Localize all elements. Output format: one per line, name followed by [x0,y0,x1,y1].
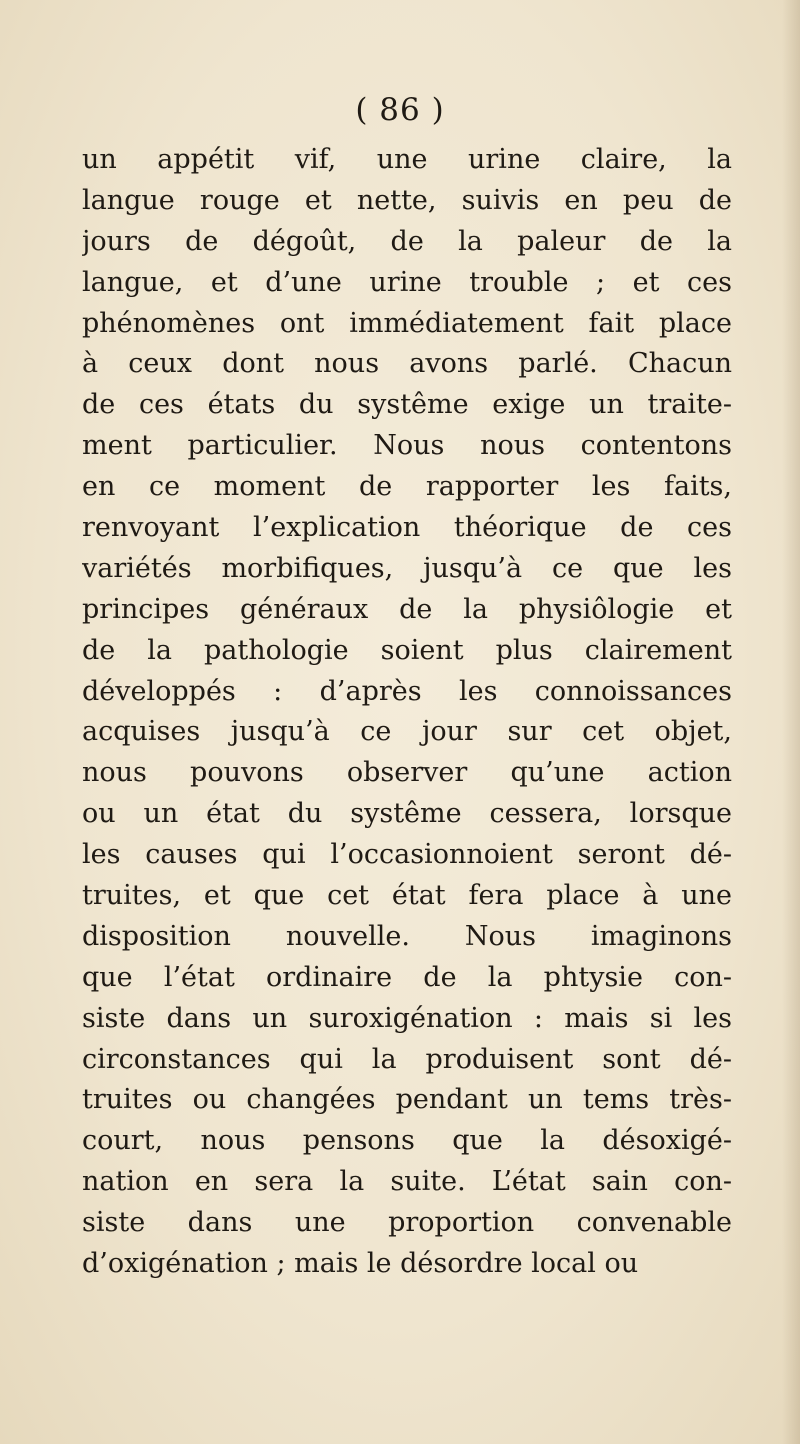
text-line: circonstances qui la produisent sont dé- [82,1043,732,1075]
text-line: jours de dégoût, de la paleur de la [82,225,732,257]
text-line: renvoyant l’explication théorique de ces [82,512,732,544]
text-line: développés : d’après les connoissances [82,675,732,707]
text-line: d’oxigénation ; mais le désordre local ou [82,1248,639,1280]
text-line: nation en sera la suite. L’état sain con- [82,1166,732,1198]
text-line: langue rouge et nette, suivis en peu de [82,184,732,216]
text-line: principes généraux de la physiôlogie et [82,593,732,625]
page-edge-shadow [782,0,800,1444]
text-line: langue, et d’une urine trouble ; et ces [82,266,732,298]
text-line: à ceux dont nous avons parlé. Chacun [82,348,732,380]
text-line: les causes qui l’occasionnoient seront dé- [82,839,732,871]
text-line: nous pouvons observer qu’une action [82,757,732,789]
text-line: ment particulier. Nous nous contentons [82,430,732,462]
text-line: variétés morbifiques, jusqu’à ce que les [82,552,732,584]
text-line: phénomènes ont immédiatement fait place [82,307,732,339]
body-text [82,140,732,1285]
text-line: acquises jusqu’à ce jour sur cet objet, [82,716,732,748]
text-line: siste dans un suroxigénation : mais si les [82,1002,732,1034]
text-line: siste dans une proportion convenable [82,1207,732,1239]
text-line: que l’état ordinaire de la phtysie con- [82,961,732,993]
text-line: en ce moment de rapporter les faits, [82,471,732,503]
page-number: ( 86 ) [355,92,445,128]
text-line: disposition nouvelle. Nous imaginons [82,920,732,952]
text-line: de la pathologie soient plus clairement [82,634,732,666]
text-line: truites ou changées pendant un tems très- [82,1084,732,1116]
text-line: un appétit vif, une urine claire, la [82,144,732,175]
text-line: de ces états du systême exige un traite- [82,389,732,421]
text-line: ou un état du systême cessera, lorsque [82,798,732,830]
text-line: court, nous pensons que la désoxigé- [82,1125,732,1157]
text-line: truites, et que cet état fera place à une [82,880,732,912]
